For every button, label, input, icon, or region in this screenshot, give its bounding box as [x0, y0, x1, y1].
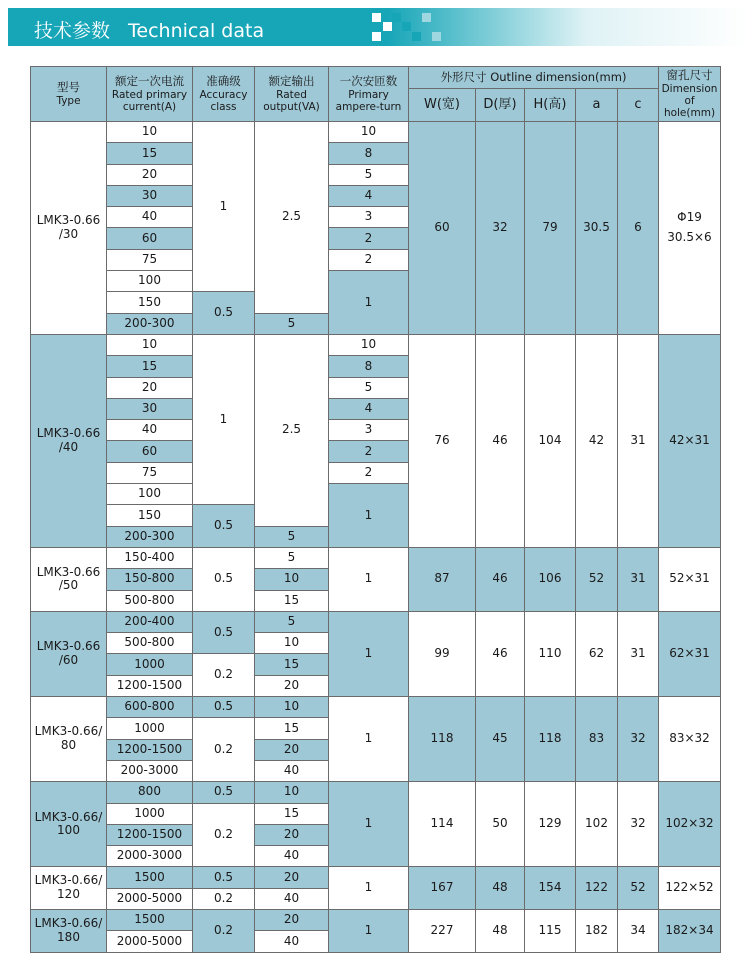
output-cell: 5: [255, 313, 329, 334]
turns-cell: 4: [329, 398, 409, 419]
accuracy-cell: 0.2: [193, 654, 255, 697]
accuracy-cell: 1: [193, 334, 255, 504]
header-accuracy: 准确级 Accuracy class: [193, 67, 255, 122]
header-outline-dimension: 外形尺寸 Outline dimension(mm): [409, 67, 659, 89]
current-cell: 1500: [107, 909, 193, 930]
header-a: a: [576, 89, 618, 122]
accuracy-cell: 0.5: [193, 867, 255, 888]
depth-cell: 45: [476, 697, 525, 782]
hole-cell: 42×31: [659, 334, 721, 547]
output-cell: 40: [255, 760, 329, 781]
output-cell: 15: [255, 654, 329, 675]
width-cell: 87: [409, 547, 476, 611]
turns-cell: 2: [329, 462, 409, 483]
output-cell: 10: [255, 569, 329, 590]
header-hole: 窗孔尺寸 Dimension of hole(mm): [659, 67, 721, 122]
turns-cell: 1: [329, 782, 409, 867]
accuracy-cell: 1: [193, 122, 255, 292]
depth-cell: 50: [476, 782, 525, 867]
type-cell: LMK3-0.66/ 80: [31, 697, 107, 782]
height-cell: 115: [525, 909, 576, 952]
hole-cell: 83×32: [659, 697, 721, 782]
type-cell: LMK3-0.66 /30: [31, 122, 107, 335]
current-cell: 100: [107, 484, 193, 505]
output-cell: 20: [255, 824, 329, 845]
height-cell: 104: [525, 334, 576, 547]
accuracy-cell: 0.5: [193, 611, 255, 654]
current-cell: 60: [107, 228, 193, 249]
output-cell: 2.5: [255, 122, 329, 314]
hole-cell: 102×32: [659, 782, 721, 867]
current-cell: 15: [107, 143, 193, 164]
a-cell: 42: [576, 334, 618, 547]
output-cell: 20: [255, 909, 329, 930]
height-cell: 110: [525, 611, 576, 696]
turns-cell: 2: [329, 249, 409, 270]
height-cell: 106: [525, 547, 576, 611]
section-title-cn: 技术参数: [34, 20, 111, 42]
accuracy-cell: 0.2: [193, 803, 255, 867]
output-cell: 2.5: [255, 334, 329, 526]
output-cell: 5: [255, 611, 329, 632]
output-cell: 40: [255, 931, 329, 952]
current-cell: 15: [107, 356, 193, 377]
output-cell: 10: [255, 782, 329, 803]
a-cell: 52: [576, 547, 618, 611]
width-cell: 76: [409, 334, 476, 547]
current-cell: 100: [107, 271, 193, 292]
current-cell: 30: [107, 398, 193, 419]
output-cell: 20: [255, 867, 329, 888]
current-cell: 500-800: [107, 590, 193, 611]
width-cell: 99: [409, 611, 476, 696]
current-cell: 30: [107, 185, 193, 206]
current-cell: 150-800: [107, 569, 193, 590]
c-cell: 31: [618, 547, 659, 611]
hole-cell: 62×31: [659, 611, 721, 696]
turns-cell: 1: [329, 909, 409, 952]
section-title: [34, 16, 264, 43]
technical-data-table: [30, 66, 721, 953]
current-cell: 20: [107, 377, 193, 398]
current-cell: 1000: [107, 718, 193, 739]
header-type: 型号 Type: [31, 67, 107, 122]
type-cell: LMK3-0.66/ 180: [31, 909, 107, 952]
turns-cell: 1: [329, 271, 409, 335]
accuracy-cell: 0.5: [193, 292, 255, 335]
header-depth: D(厚): [476, 89, 525, 122]
current-cell: 1200-1500: [107, 739, 193, 760]
current-cell: 75: [107, 249, 193, 270]
output-cell: 40: [255, 888, 329, 909]
output-cell: 15: [255, 590, 329, 611]
depth-cell: 46: [476, 334, 525, 547]
depth-cell: 32: [476, 122, 525, 335]
a-cell: 122: [576, 867, 618, 910]
c-cell: 34: [618, 909, 659, 952]
c-cell: 52: [618, 867, 659, 910]
depth-cell: 48: [476, 867, 525, 910]
depth-cell: 48: [476, 909, 525, 952]
current-cell: 75: [107, 462, 193, 483]
current-cell: 40: [107, 207, 193, 228]
turns-cell: 3: [329, 420, 409, 441]
turns-cell: 1: [329, 697, 409, 782]
current-cell: 2000-5000: [107, 888, 193, 909]
current-cell: 200-400: [107, 611, 193, 632]
output-cell: 15: [255, 718, 329, 739]
turns-cell: 5: [329, 377, 409, 398]
turns-cell: 2: [329, 228, 409, 249]
turns-cell: 1: [329, 611, 409, 696]
turns-cell: 8: [329, 356, 409, 377]
c-cell: 6: [618, 122, 659, 335]
turns-cell: 10: [329, 334, 409, 355]
type-cell: LMK3-0.66/ 100: [31, 782, 107, 867]
turns-cell: 2: [329, 441, 409, 462]
current-cell: 200-300: [107, 526, 193, 547]
accuracy-cell: 0.5: [193, 547, 255, 611]
hole-cell: Φ19 30.5×6: [659, 122, 721, 335]
height-cell: 79: [525, 122, 576, 335]
current-cell: 1200-1500: [107, 824, 193, 845]
height-cell: 129: [525, 782, 576, 867]
current-cell: 800: [107, 782, 193, 803]
turns-cell: 1: [329, 547, 409, 611]
current-cell: 150: [107, 505, 193, 526]
turns-cell: 1: [329, 867, 409, 910]
current-cell: 60: [107, 441, 193, 462]
type-cell: LMK3-0.66/ 120: [31, 867, 107, 910]
depth-cell: 46: [476, 611, 525, 696]
a-cell: 62: [576, 611, 618, 696]
current-cell: 2000-5000: [107, 931, 193, 952]
header-rated-current: 额定一次电流 Rated primary current(A): [107, 67, 193, 122]
current-cell: 40: [107, 420, 193, 441]
accuracy-cell: 0.2: [193, 909, 255, 952]
accuracy-cell: 0.5: [193, 697, 255, 718]
type-cell: LMK3-0.66 /60: [31, 611, 107, 696]
header-ampere-turn: 一次安匝数 Primary ampere-turn: [329, 67, 409, 122]
output-cell: 20: [255, 739, 329, 760]
c-cell: 31: [618, 611, 659, 696]
current-cell: 2000-3000: [107, 846, 193, 867]
header-c: c: [618, 89, 659, 122]
output-cell: 5: [255, 547, 329, 568]
depth-cell: 46: [476, 547, 525, 611]
turns-cell: 5: [329, 164, 409, 185]
hole-cell: 122×52: [659, 867, 721, 910]
accuracy-cell: 0.2: [193, 718, 255, 782]
current-cell: 10: [107, 122, 193, 143]
current-cell: 1200-1500: [107, 675, 193, 696]
accuracy-cell: 0.2: [193, 888, 255, 909]
banner-fade: [388, 8, 748, 46]
current-cell: 1000: [107, 654, 193, 675]
current-cell: 500-800: [107, 633, 193, 654]
width-cell: 118: [409, 697, 476, 782]
output-cell: 5: [255, 526, 329, 547]
current-cell: 200-3000: [107, 760, 193, 781]
turns-cell: 4: [329, 185, 409, 206]
turns-cell: 10: [329, 122, 409, 143]
current-cell: 10: [107, 334, 193, 355]
current-cell: 1000: [107, 803, 193, 824]
turns-cell: 8: [329, 143, 409, 164]
type-cell: LMK3-0.66 /50: [31, 547, 107, 611]
c-cell: 31: [618, 334, 659, 547]
width-cell: 60: [409, 122, 476, 335]
width-cell: 167: [409, 867, 476, 910]
current-cell: 150-400: [107, 547, 193, 568]
width-cell: 114: [409, 782, 476, 867]
hole-cell: 52×31: [659, 547, 721, 611]
output-cell: 10: [255, 633, 329, 654]
accuracy-cell: 0.5: [193, 505, 255, 548]
a-cell: 182: [576, 909, 618, 952]
a-cell: 30.5: [576, 122, 618, 335]
a-cell: 102: [576, 782, 618, 867]
current-cell: 20: [107, 164, 193, 185]
turns-cell: 3: [329, 207, 409, 228]
section-banner: [0, 8, 750, 52]
accuracy-cell: 0.5: [193, 782, 255, 803]
section-title-en: Technical data: [128, 20, 265, 42]
current-cell: 150: [107, 292, 193, 313]
output-cell: 20: [255, 675, 329, 696]
height-cell: 154: [525, 867, 576, 910]
c-cell: 32: [618, 782, 659, 867]
output-cell: 15: [255, 803, 329, 824]
output-cell: 10: [255, 697, 329, 718]
current-cell: 600-800: [107, 697, 193, 718]
header-height: H(高): [525, 89, 576, 122]
output-cell: 40: [255, 846, 329, 867]
current-cell: 200-300: [107, 313, 193, 334]
c-cell: 32: [618, 697, 659, 782]
height-cell: 118: [525, 697, 576, 782]
hole-cell: 182×34: [659, 909, 721, 952]
type-cell: LMK3-0.66 /40: [31, 334, 107, 547]
width-cell: 227: [409, 909, 476, 952]
turns-cell: 1: [329, 484, 409, 548]
header-width: W(宽): [409, 89, 476, 122]
current-cell: 1500: [107, 867, 193, 888]
a-cell: 83: [576, 697, 618, 782]
header-output: 额定输出 Rated output(VA): [255, 67, 329, 122]
